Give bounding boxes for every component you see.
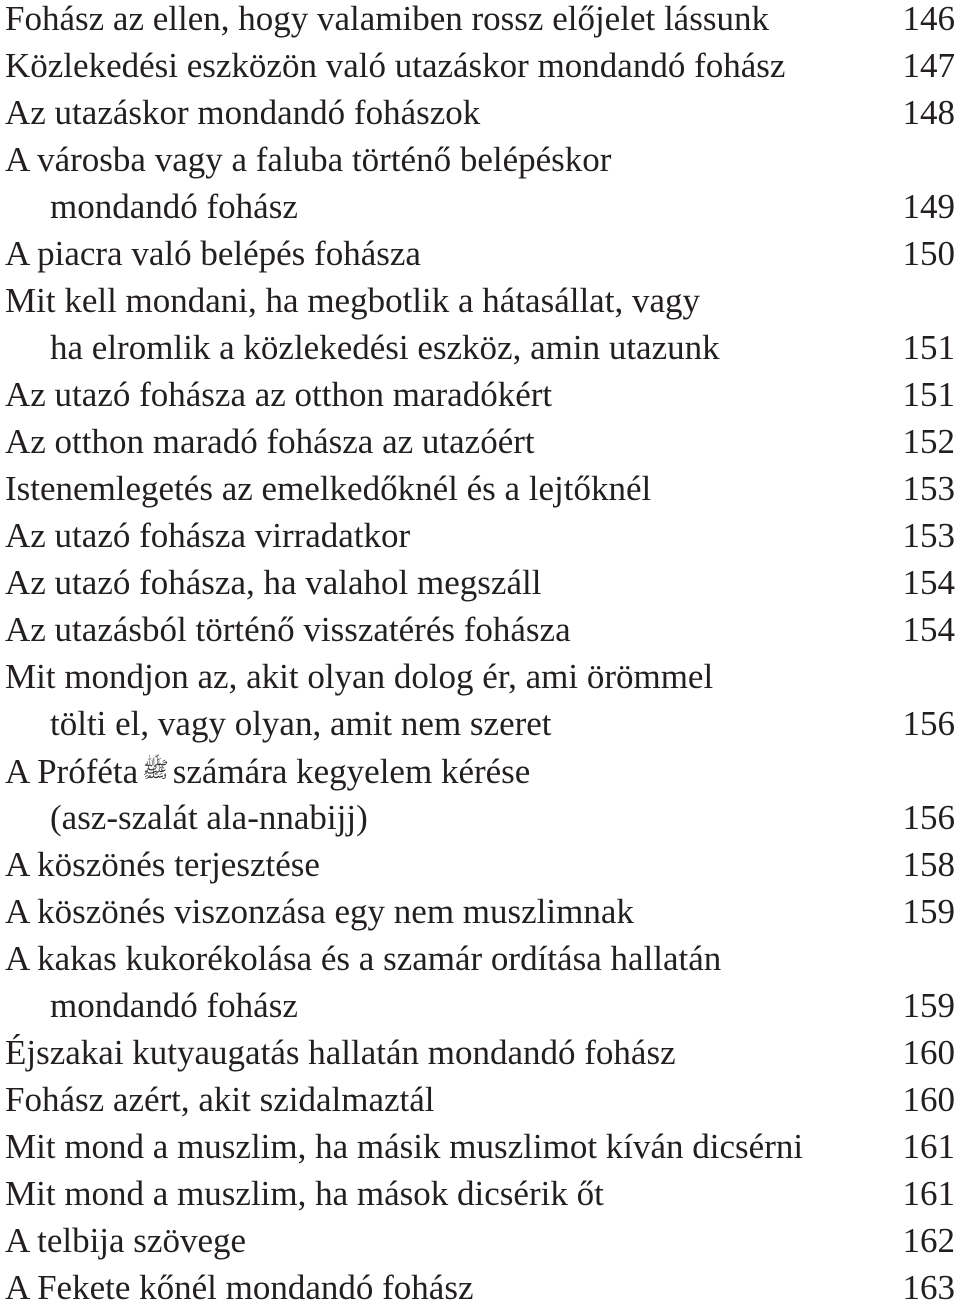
toc-entry-title-continued: mondandó fohász xyxy=(50,187,298,226)
toc-entry-title: Közlekedési eszközön való utazáskor mondandó fohász xyxy=(5,46,786,85)
table-of-contents xyxy=(5,0,955,1311)
toc-entry[interactable] xyxy=(5,653,955,747)
toc-entry-page: 161 xyxy=(902,1174,955,1213)
toc-entry-title: Az utazó fohásza, ha valahol megszáll xyxy=(5,563,542,602)
toc-entry-title: A köszönés viszonzása egy nem muszlimnak xyxy=(5,892,634,931)
toc-entry-title-end: számára kegyelem kérése xyxy=(172,752,531,791)
toc-entry-page: 152 xyxy=(902,422,955,461)
toc-entry[interactable] xyxy=(5,1123,955,1170)
toc-entry-title: Az utazó fohásza virradatkor xyxy=(5,516,411,555)
toc-entry[interactable] xyxy=(5,277,955,371)
toc-entry-page: 156 xyxy=(902,704,955,743)
toc-entry-page: 159 xyxy=(902,986,955,1025)
toc-entry[interactable] xyxy=(5,888,955,935)
toc-entry-title-continued: tölti el, vagy olyan, amit nem szeret xyxy=(50,704,552,743)
toc-entry-page: 156 xyxy=(902,798,955,837)
toc-entry-page: 159 xyxy=(902,892,955,931)
toc-entry-page: 150 xyxy=(902,234,955,273)
toc-entry-page: 163 xyxy=(902,1268,955,1307)
toc-entry-title: Mit kell mondani, ha megbotlik a hátasállat, vagy xyxy=(5,281,700,320)
toc-entry-title-continued: (asz-szalát ala-nnabijj) xyxy=(50,798,368,837)
toc-entry[interactable] xyxy=(5,935,955,1029)
toc-entry[interactable] xyxy=(5,1029,955,1076)
toc-entry-title: Az utazó fohásza az otthon maradókért xyxy=(5,375,553,414)
toc-entry-title: A köszönés terjesztése xyxy=(5,845,320,884)
toc-entry[interactable] xyxy=(5,89,955,136)
toc-entry[interactable] xyxy=(5,136,955,230)
toc-entry-page: 153 xyxy=(902,516,955,555)
toc-entry-page: 146 xyxy=(902,0,955,38)
toc-entry-title: Éjszakai kutyaugatás hallatán mondandó fohász xyxy=(5,1033,676,1072)
toc-entry[interactable] xyxy=(5,747,955,841)
toc-entry-page: 154 xyxy=(902,563,955,602)
toc-entry[interactable] xyxy=(5,0,955,42)
toc-entry-title: Az utazásból történő visszatérés fohásza xyxy=(5,610,571,649)
toc-entry-title-continued: mondandó fohász xyxy=(50,986,298,1025)
toc-entry-title: Fohász az ellen, hogy valamiben rossz előjelet lássunk xyxy=(5,0,769,38)
toc-entry-title xyxy=(5,747,530,795)
toc-entry-page: 161 xyxy=(902,1127,955,1166)
toc-entry-title: A piacra való belépés fohásza xyxy=(5,234,421,273)
salawat-glyph-icon: ﷺ xyxy=(142,758,169,783)
toc-entry[interactable] xyxy=(5,1076,955,1123)
toc-entry[interactable] xyxy=(5,1217,955,1264)
toc-entry-page: 160 xyxy=(902,1080,955,1119)
toc-entry-page: 160 xyxy=(902,1033,955,1072)
toc-entry[interactable] xyxy=(5,418,955,465)
toc-entry-title: Mit mondjon az, akit olyan dolog ér, ami örömmel xyxy=(5,657,714,696)
toc-entry[interactable] xyxy=(5,230,955,277)
toc-entry-page: 158 xyxy=(902,845,955,884)
toc-entry[interactable] xyxy=(5,512,955,559)
toc-entry[interactable] xyxy=(5,559,955,606)
toc-entry-page: 148 xyxy=(902,93,955,132)
toc-entry-page: 153 xyxy=(902,469,955,508)
toc-entry-page: 162 xyxy=(902,1221,955,1260)
toc-entry-title: Az otthon maradó fohásza az utazóért xyxy=(5,422,535,461)
toc-entry-title-start: A Próféta xyxy=(5,752,139,791)
toc-entry-title-continued: ha elromlik a közlekedési eszköz, amin utazunk xyxy=(50,328,720,367)
toc-entry-title: Az utazáskor mondandó fohászok xyxy=(5,93,481,132)
toc-entry-page: 149 xyxy=(902,187,955,226)
toc-entry-title: A Fekete kőnél mondandó fohász xyxy=(5,1268,474,1307)
toc-entry-title: Mit mond a muszlim, ha másik muszlimot kíván dicsérni xyxy=(5,1127,804,1166)
toc-entry[interactable] xyxy=(5,841,955,888)
toc-entry[interactable] xyxy=(5,371,955,418)
toc-entry-page: 154 xyxy=(902,610,955,649)
toc-entry-title: Mit mond a muszlim, ha mások dicsérik őt xyxy=(5,1174,604,1213)
toc-entry-title: A városba vagy a faluba történő belépéskor xyxy=(5,140,612,179)
toc-entry-title: A kakas kukorékolása és a szamár ordítása hallatán xyxy=(5,939,722,978)
toc-entry-page: 151 xyxy=(902,375,955,414)
toc-entry[interactable] xyxy=(5,1170,955,1217)
toc-entry-title: Istenemlegetés az emelkedőknél és a lejtőknél xyxy=(5,469,652,508)
toc-entry[interactable] xyxy=(5,606,955,653)
toc-entry[interactable] xyxy=(5,465,955,512)
toc-entry[interactable] xyxy=(5,42,955,89)
toc-entry[interactable] xyxy=(5,1264,955,1311)
toc-entry-page: 147 xyxy=(902,46,955,85)
toc-entry-title: Fohász azért, akit szidalmaztál xyxy=(5,1080,435,1119)
toc-entry-title: A telbija szövege xyxy=(5,1221,247,1260)
toc-entry-page: 151 xyxy=(902,328,955,367)
